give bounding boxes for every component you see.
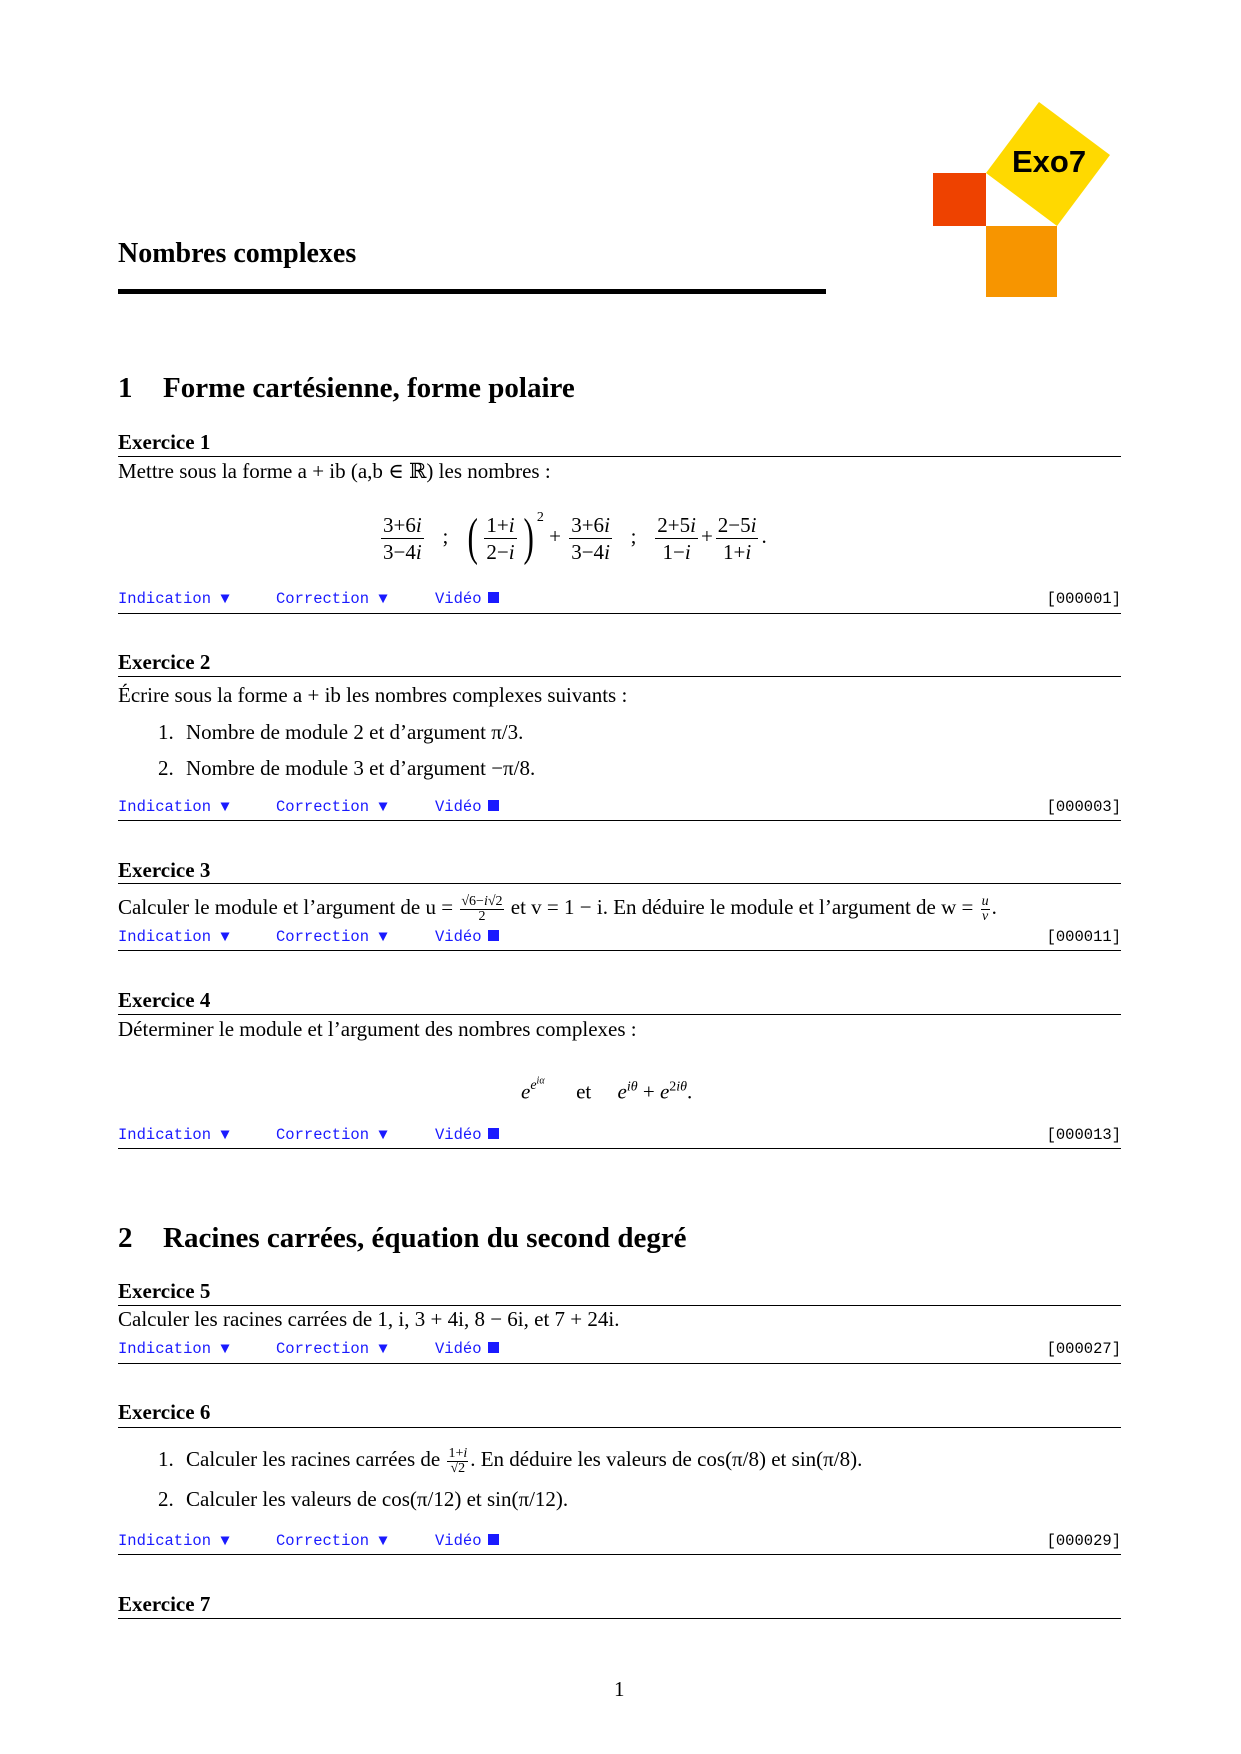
exercise-label: Exercice 7 [118,1592,211,1616]
correction-link[interactable]: Correction ▼ [276,1340,388,1358]
logo-red-square [933,173,986,226]
divider [118,820,1121,821]
indication-link[interactable]: Indication ▼ [118,1340,230,1358]
math-expression: $e^{e^{i\alpha}}$ et $e^{i\theta} + e^{2i\theta}$. [521,1075,693,1104]
logo-orange-square [986,226,1057,297]
video-link[interactable]: Vidéo [435,589,499,609]
exercise-links [118,1339,1121,1359]
section-heading: 2 Racines carrées, équation du second degré [118,1222,687,1254]
exercise-ref: [000013] [1046,1126,1121,1144]
exercise-text: Déterminer le module et l’argument des nombres complexes : [118,1017,637,1041]
exercise-links [118,1531,1121,1551]
video-square-icon [488,1534,499,1545]
exercise-links [118,927,1121,947]
math-expression: $\frac{3+6i}{3-4i}$ ; ( $\frac{1+i}{2-i}$ ) $^2$ + $\frac{3+6i}{3-4i}$ ; $\frac{2+5i}{1-i}$ + $\frac{2-5i}{1+i}$ . [383,509,767,567]
exercise-links [118,1125,1121,1145]
divider [118,883,1121,884]
video-link[interactable]: Vidéo [435,1125,499,1145]
exercise-label: Exercice 3 [118,858,211,882]
divider [118,1148,1121,1149]
divider [118,1427,1121,1428]
title-rule [118,289,826,294]
exercise-label: Exercice 6 [118,1400,211,1424]
indication-link[interactable]: Indication ▼ [118,1532,230,1550]
correction-link[interactable]: Correction ▼ [276,798,388,816]
indication-link[interactable]: Indication ▼ [118,590,230,608]
exercise-text: Calculer les racines carrées de 1, i, 3 + 4i, 8 − 6i, et 7 + 24i. [118,1307,620,1331]
exercise-ref: [000011] [1046,928,1121,946]
divider [118,1618,1121,1619]
video-link[interactable]: Vidéo [435,927,499,947]
video-link[interactable]: Vidéo [435,1339,499,1359]
exercise-text: Mettre sous la forme a + ib (a,b ∈ ℝ) les nombres : [118,459,551,483]
divider [118,1363,1121,1364]
correction-link[interactable]: Correction ▼ [276,1126,388,1144]
section-heading: 1 Forme cartésienne, forme polaire [118,372,575,404]
video-square-icon [488,592,499,603]
exercise-ref: [000003] [1046,798,1121,816]
divider [118,613,1121,614]
exo7-logo [933,100,1113,300]
exercise-links [118,589,1121,609]
video-square-icon [488,800,499,811]
video-square-icon [488,1342,499,1353]
exercise-ref: [000001] [1046,590,1121,608]
video-square-icon [488,1128,499,1139]
correction-link[interactable]: Correction ▼ [276,590,388,608]
indication-link[interactable]: Indication ▼ [118,928,230,946]
logo-yellow-diamond: Exo7 [986,102,1110,226]
divider [118,1554,1121,1555]
video-square-icon [488,930,499,941]
page-title: Nombres complexes [118,238,357,269]
indication-link[interactable]: Indication ▼ [118,1126,230,1144]
exercise-label: Exercice 2 [118,650,211,674]
exercise-ref: [000027] [1046,1340,1121,1358]
video-link[interactable]: Vidéo [435,1531,499,1551]
exercise-label: Exercice 5 [118,1279,211,1303]
video-link[interactable]: Vidéo [435,797,499,817]
exercise-links [118,797,1121,817]
exercise-text: Calculer le module et l’argument de u = $\frac{√6-i√2}{2}$ et v = 1 − i. En déduire le module et l’argument de w = $\frac{u}{v}$ . [118,893,997,924]
correction-link[interactable]: Correction ▼ [276,928,388,946]
exercise-label: Exercice 4 [118,988,211,1012]
correction-link[interactable]: Correction ▼ [276,1532,388,1550]
page-number: 1 [614,1677,625,1701]
divider [118,950,1121,951]
exercise-ref: [000029] [1046,1532,1121,1550]
indication-link[interactable]: Indication ▼ [118,798,230,816]
exercise-text: Écrire sous la forme a + ib les nombres complexes suivants : [118,683,628,707]
exercise-label: Exercice 1 [118,430,211,454]
divider [118,676,1121,677]
